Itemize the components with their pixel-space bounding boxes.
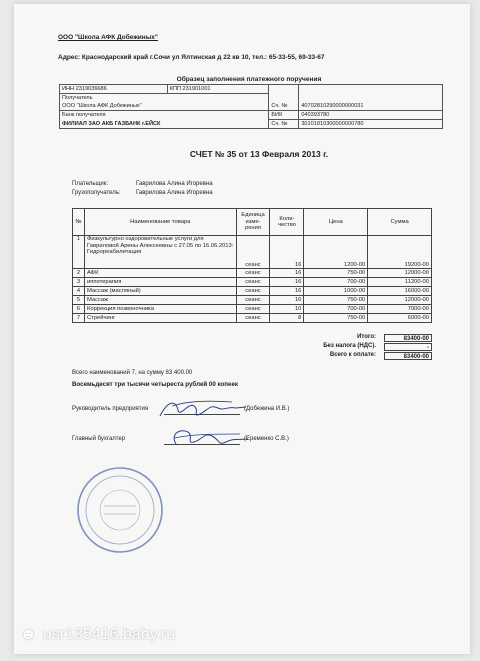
row-sum: 7000-00 (368, 305, 432, 314)
table-row (73, 269, 432, 278)
row-qty: 16 (270, 269, 304, 278)
row-sum: 11200-00 (368, 278, 432, 287)
row-sum: 12000-00 (368, 296, 432, 305)
amount-in-words: Восемьдесят три тысячи четыреста рублей 00 копеек (72, 381, 239, 388)
row-price: 750-00 (304, 314, 368, 323)
row-number: 2 (73, 269, 85, 278)
row-number: 4 (73, 287, 85, 296)
director-label: Руководитель предприятия (72, 406, 149, 412)
row-unit: сеанс (236, 269, 270, 278)
table-row (73, 287, 432, 296)
row-qty: 10 (270, 305, 304, 314)
col-header-number: № (73, 209, 85, 236)
row-qty: 8 (270, 314, 304, 323)
row-name: Массаж (масляный) (84, 287, 236, 296)
row-number: 1 (73, 236, 85, 269)
vat-label: Без налога (НДС). (323, 343, 376, 349)
organization-address: Адрес: Краснодарский край г.Сочи ул Ялтинская д 22 кв 10, тел.: 65-33-55, 69-33-67 (58, 54, 325, 61)
organization-name: ООО "Школа АФК Добежиных" (58, 34, 158, 41)
stamp-seal (74, 464, 166, 556)
recipient-name: ООО "Школа АФК Добежиных" (60, 102, 269, 111)
row-number: 3 (73, 278, 85, 287)
table-row (73, 296, 432, 305)
watermark (20, 626, 175, 644)
col-header-name: Наименование товара (84, 209, 236, 236)
director-signature (154, 396, 254, 424)
watermark-text: usr135416.baby.ru (42, 626, 176, 643)
row-name: Стрейчинг (84, 314, 236, 323)
recipient-label: Получатель (60, 94, 269, 103)
due-value: 83400-00 (384, 352, 432, 360)
bank-label: Банк получателя (60, 111, 269, 120)
row-qty: 16 (270, 236, 304, 269)
row-qty: 16 (270, 278, 304, 287)
corr-account: 30101810300000000780 (299, 120, 443, 129)
table-row (73, 278, 432, 287)
bik-label: БИК (269, 111, 299, 120)
kpp: КПП 231901001 (167, 85, 269, 94)
row-sum: 19200-00 (368, 236, 432, 269)
payer-label: Плательщик: (72, 181, 109, 187)
invoice-title: СЧЕТ № 35 от 13 Февраля 2013 г. (189, 149, 329, 159)
consignee-value: Гаврилова Алина Игоревна (136, 190, 213, 196)
accountant-signature (164, 424, 254, 454)
accountant-label: Главный бухгалтер (72, 436, 126, 442)
row-qty: 16 (270, 296, 304, 305)
corr-label: Сч. № (269, 120, 299, 129)
account-label: Сч. № (269, 85, 299, 111)
row-unit: сеанс (236, 287, 270, 296)
row-sum: 16000-00 (368, 287, 432, 296)
row-unit: сеанс (236, 305, 270, 314)
items-table (72, 208, 432, 323)
vat-value: - (384, 343, 432, 351)
col-header-price: Цена (304, 209, 368, 236)
bik-value: 040393780 (299, 111, 443, 120)
table-row (73, 236, 432, 269)
col-header-unit: Единица изме- рения (236, 209, 270, 236)
row-qty: 16 (270, 287, 304, 296)
row-price: 1000-00 (304, 287, 368, 296)
inn: ИНН 2319036686 (60, 85, 168, 94)
due-label: Всего к оплате: (329, 352, 376, 358)
items-count-summary: Всего наименований 7, на сумму 83 400.00 (72, 370, 193, 376)
row-name: Физкультурно оздоровительные услуги для Гавриловой Арины Алексеевны с 27.05 по 16.06.2013: Гидрореабилитация (84, 236, 236, 269)
table-row (73, 314, 432, 323)
row-name: Коррекция позвоночника (84, 305, 236, 314)
row-sum: 12000-00 (368, 269, 432, 278)
total-value: 83400-00 (384, 334, 432, 342)
row-number: 6 (73, 305, 85, 314)
row-price: 750-00 (304, 269, 368, 278)
bank-name: ФИЛИАЛ ЗАО АКБ ГАЗБАНК г.ЕЙСК (60, 120, 269, 129)
col-header-qty: Коли- чество (270, 209, 304, 236)
account-number: 40702810290000000031 (299, 85, 443, 111)
row-price: 700-00 (304, 305, 368, 314)
col-header-sum: Сумма (368, 209, 432, 236)
total-label: Итого: (357, 334, 376, 340)
row-price: 750-00 (304, 296, 368, 305)
row-name: иппотерапия (84, 278, 236, 287)
row-unit: сеанс (236, 296, 270, 305)
baby-icon: ☻ (20, 626, 37, 643)
row-number: 7 (73, 314, 85, 323)
director-name: (Добежина И.В.) (244, 406, 290, 412)
sample-title: Образец заполнения платежного поручения (176, 76, 322, 83)
row-unit: сеанс (236, 236, 270, 269)
totals-block (72, 334, 432, 361)
bank-details-table (59, 84, 443, 129)
invoice-sheet (14, 4, 470, 654)
consignee-label: Грузополучатель: (72, 190, 121, 196)
row-name: Массаж (84, 296, 236, 305)
row-sum: 6000-00 (368, 314, 432, 323)
row-price: 700-00 (304, 278, 368, 287)
payer-value: Гаврилова Алина Игоревна (136, 181, 213, 187)
table-row (73, 305, 432, 314)
row-name: АФК (84, 269, 236, 278)
row-price: 1200-00 (304, 236, 368, 269)
row-unit: сеанс (236, 278, 270, 287)
row-number: 5 (73, 296, 85, 305)
accountant-name: (Еременко С.В.) (244, 436, 289, 442)
row-unit: сеанс (236, 314, 270, 323)
